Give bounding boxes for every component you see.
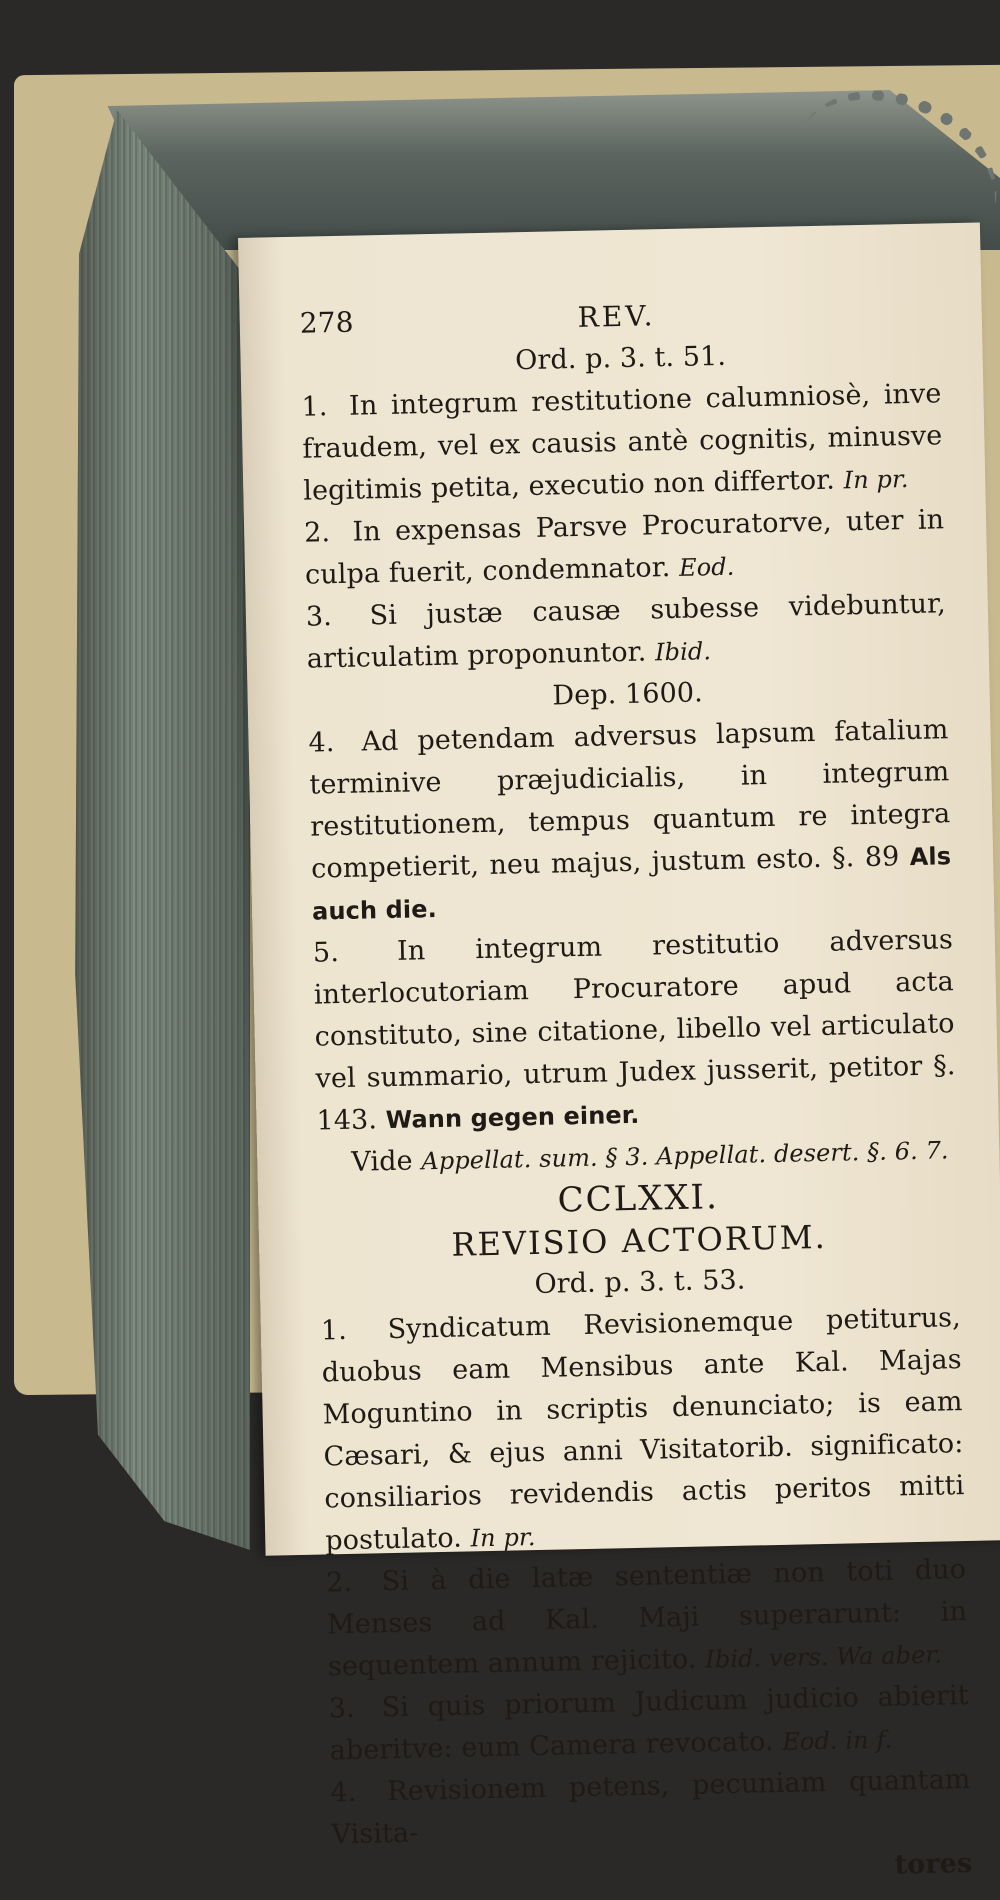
running-title: REV. <box>577 299 656 334</box>
paragraph-number: 4. <box>308 727 335 759</box>
vide-refs: Appellat. sum. § 3. Appellat. desert. §. 6. 7. <box>421 1136 949 1176</box>
paragraph-ref: Wann gegen einer. <box>385 1100 640 1135</box>
ordinance-ref: Ord. p. 3. t. 51. <box>514 340 727 377</box>
paragraph <box>320 1297 965 1562</box>
paragraph-number: 1. <box>301 391 328 423</box>
ordinance-ref: Dep. 1600. <box>552 677 704 712</box>
paragraph-text: Si justæ causæ subesse videbuntur, articulatim proponuntor. <box>306 588 947 675</box>
paragraph-text: In integrum restitutione calumniosè, inve fraudem, vel ex causis antè cognitis, minusve legitimis petita, executio non differtor. <box>302 378 943 507</box>
paragraph-text: Revisionem petens, pecuniam quantam Visita- <box>331 1764 971 1851</box>
section-number: CCLXXI. <box>557 1177 720 1221</box>
paragraph <box>304 499 946 596</box>
section-title: REVISIO ACTORUM. <box>451 1217 828 1264</box>
page-number: 278 <box>299 305 354 340</box>
paragraph-text: In expensas Parsve Procuratorve, uter in culpa fuerit, condemnator. <box>304 504 945 591</box>
paragraph-ref: In pr. <box>470 1523 536 1553</box>
paragraph-text: Ad petendam adversus lapsum fatalium terminive præjudicialis, in integrum restitutionem, tempus quantum re integra competierit, neu majus, justum esto. §. 89 <box>309 714 951 885</box>
paragraph <box>306 583 948 680</box>
paragraph-ref: Ibid. vers. Wa aber. <box>704 1640 943 1674</box>
paragraph-text: Syndicatum Revisionemque petiturus, duobus eam Mensibus ante Kal. Majas Moguntino in scriptis denunciato; is eam Cæsari, & ejus anni Visitatorib. significato: consiliarios revidendis actis peritos mitti postulato. <box>321 1302 965 1557</box>
paragraph <box>313 919 957 1142</box>
paragraph-ref: Eod. in f. <box>781 1725 893 1756</box>
paragraph-number: 2. <box>303 517 331 549</box>
paragraph-ref: Eod. <box>678 552 735 582</box>
paragraph-ref: Ibid. <box>654 637 712 667</box>
paragraph-text: In integrum restitutio adversus interlocutoriam Procuratore apud acta constituto, sine citatione, libello vel articulato vel summario, utrum Judex jusserit, petitor §. 143. <box>313 924 956 1137</box>
paragraph <box>326 1549 968 1688</box>
vide-lead: Vide <box>351 1145 414 1178</box>
page-text <box>299 289 972 1898</box>
paragraph-ref: Als auch die. <box>311 842 952 926</box>
paragraph-number: 3. <box>328 1692 356 1725</box>
paragraph-number: 5. <box>312 937 340 969</box>
book-page <box>238 222 1000 1881</box>
paragraph-number: 1. <box>320 1314 348 1347</box>
paragraph-ref: In pr. <box>843 465 909 495</box>
paragraph-text: Si à die latæ sententiæ non toti duo Menses ad Kal. Maji superarunt: in sequentem annum rejicito. <box>326 1554 968 1683</box>
paragraph <box>308 709 952 932</box>
paragraph-number: 3. <box>305 601 333 633</box>
catchword: tores <box>894 1847 973 1881</box>
paragraph <box>301 373 943 512</box>
paragraph-number: 2. <box>325 1566 353 1599</box>
paragraph <box>328 1675 970 1772</box>
paragraph <box>330 1759 972 1856</box>
paragraph-number: 4. <box>330 1776 357 1809</box>
ordinance-ref: Ord. p. 3. t. 53. <box>534 1264 746 1301</box>
paragraph-text: Si quis priorum Judicum judicio abierit aberitve: eum Camera revocato. <box>329 1680 970 1767</box>
